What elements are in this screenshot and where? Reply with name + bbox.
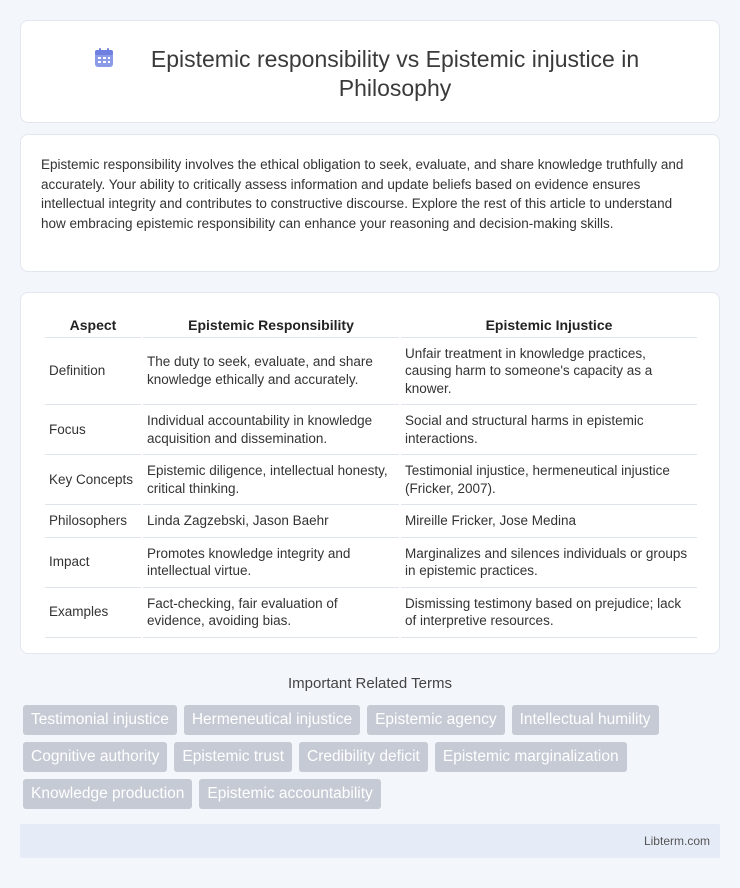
row-injustice: Mireille Fricker, Jose Medina [401,505,697,538]
tag-link[interactable]: Epistemic agency [367,705,504,735]
table-row [45,588,697,638]
tag-link[interactable]: Epistemic marginalization [435,742,627,772]
row-responsibility: Promotes knowledge integrity and intellectual virtue. [143,538,399,588]
row-aspect: Key Concepts [45,455,141,505]
tag-link[interactable]: Cognitive authority [23,742,167,772]
row-aspect: Definition [45,338,141,406]
tag-link[interactable]: Intellectual humility [512,705,659,735]
page-title: Epistemic responsibility vs Epistemic injustice in Philosophy [150,46,640,101]
row-responsibility: Epistemic diligence, intellectual honesty, critical thinking. [143,455,399,505]
row-responsibility: The duty to seek, evaluate, and share knowledge ethically and accurately. [143,338,399,406]
related-terms-title: Important Related Terms [288,675,452,692]
intro-text: Epistemic responsibility involves the ethical obligation to seek, evaluate, and share knowledge truthfully and accurately. Your ability to critically assess information and update beliefs based on evidence ensures intellectual integrity and contributes to constructive discourse. Explore the rest of this article to understand how embracing epistemic responsibility can enhance your reasoning and decision-making skills. [41,157,684,231]
header-aspect: Aspect [45,313,141,338]
tag-link[interactable]: Hermeneutical injustice [184,705,360,735]
row-aspect: Focus [45,405,141,455]
row-aspect: Examples [45,588,141,638]
tag-link[interactable]: Epistemic accountability [199,779,380,809]
table-row [45,405,697,455]
row-aspect: Impact [45,538,141,588]
row-aspect: Philosophers [45,505,141,538]
table-row [45,455,697,505]
row-injustice: Dismissing testimony based on prejudice; lack of interpretive resources. [401,588,697,638]
tag-link[interactable]: Knowledge production [23,779,192,809]
comparison-card [20,292,720,654]
row-injustice: Marginalizes and silences individuals or groups in epistemic practices. [401,538,697,588]
row-responsibility: Individual accountability in knowledge acquisition and dissemination. [143,405,399,455]
row-responsibility: Linda Zagzebski, Jason Baehr [143,505,399,538]
footer-site-link[interactable]: Libterm.com [643,834,710,848]
header-injustice: Epistemic Injustice [401,313,697,338]
table-header-row [45,313,697,338]
row-responsibility: Fact-checking, fair evaluation of evidence, avoiding bias. [143,588,399,638]
tag-link[interactable]: Epistemic trust [174,742,292,772]
table-row [45,338,697,406]
comparison-table [43,313,699,638]
row-injustice: Testimonial injustice, hermeneutical injustice (Fricker, 2007). [401,455,697,505]
table-row [45,505,697,538]
tag-link[interactable]: Credibility deficit [299,742,428,772]
footer [20,824,720,858]
intro-card [20,134,720,272]
table-row [45,538,697,588]
row-injustice: Social and structural harms in epistemic interactions. [401,405,697,455]
header-responsibility: Epistemic Responsibility [143,313,399,338]
title-card [20,20,720,123]
row-injustice: Unfair treatment in knowledge practices, causing harm to someone's capacity as a knower. [401,338,697,406]
tag-link[interactable]: Testimonial injustice [23,705,177,735]
related-terms-list [23,705,703,809]
